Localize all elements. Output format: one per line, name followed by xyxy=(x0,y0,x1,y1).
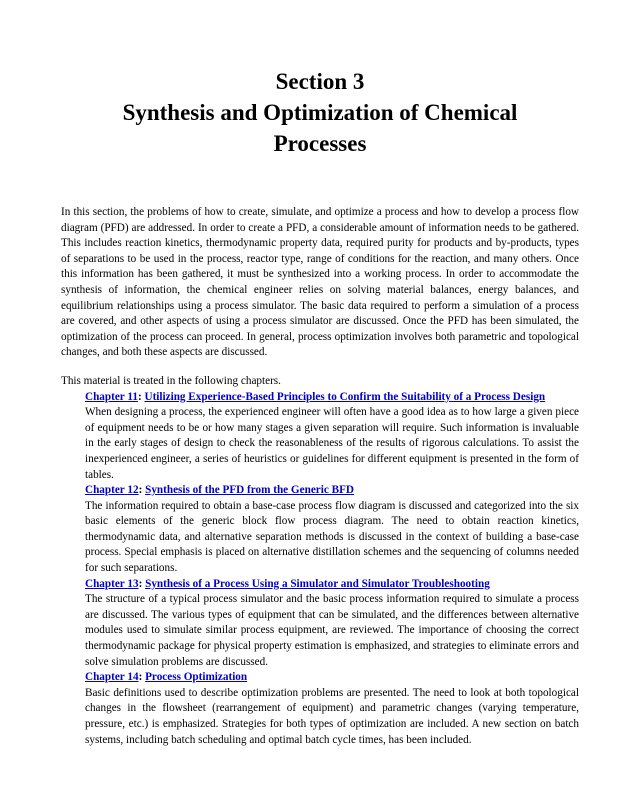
chapter-11-number: 11 xyxy=(127,390,138,403)
chapter-12-number: 12 xyxy=(127,484,139,497)
chapter-12-label: Chapter xyxy=(85,484,125,497)
chapter-14-description: Basic definitions used to describe optimization problems are presented. The need to look at both topological changes in the flowsheet (rearrangement of equipment) and parametric changes (varying temperature, pressure, etc.) is emphasized. Strategies for both types of optimization are included. A new section on batch systems, including batch scheduling and optimal batch cycle times, has been included. xyxy=(85,686,579,746)
chapter-14-colon: : xyxy=(138,671,143,684)
section-title-line-1: Section 3 xyxy=(275,69,365,94)
intro-paragraph: In this section, the problems of how to create, simulate, and optimize a process and how to develop a process flow diagram (PFD) are addressed. In order to create a PFD, a considerable amount of information needs to be gathered. This includes reaction kinetics, thermodynamic property data, required purity for products and by-products, types of separations to be used in the process, reactor type, range of conditions for the reaction, and many others. Once this information has been gathered, it must be synthesized into a working process. In order to accommodate the synthesis of information, the chemical engineer relies on solving material balances, energy balances, and equilibrium relationships using a process simulator. The basic data required to perform a simulation of a process are covered, and other aspects of using a process simulator are discussed. Once the PFD has been simulated, the optimization of the process can proceed. In general, process optimization involves both parametric and topological changes, and both these aspects are discussed. xyxy=(61,206,579,359)
chapter-12-label-link[interactable] xyxy=(85,484,139,496)
chapter-13-label: Chapter xyxy=(85,577,125,590)
chapter-11-label-link[interactable] xyxy=(85,391,138,403)
chapter-11-description: When designing a process, the experienced engineer will often have a good idea as to how large a given piece of equipment needs to be or how many stages a given separation will require. Such information is invaluable in the early stages of design to check the reasonableness of the results of rigorous calculations. To assist the inexperienced engineer, a series of heuristics or guidelines for different equipment is presented in the form of tables. xyxy=(85,406,579,481)
chapter-13-number: 13 xyxy=(127,577,139,590)
chapter-13-title-link[interactable]: Synthesis of a Process Using a Simulator and Simulator Troubleshooting xyxy=(145,577,490,590)
chapter-14-number: 14 xyxy=(127,671,139,684)
chapter-13-colon: : xyxy=(138,577,143,590)
chapter-11-label: Chapter xyxy=(85,390,125,403)
chapter-13-label-link[interactable] xyxy=(85,578,139,590)
chapter-12-description: The information required to obtain a base-case process flow diagram is discussed and categorized into the six basic elements of the generic block flow process diagram. The need to obtain reaction kinetics, thermodynamic data, and alternative separation methods is discussed in the context of building a base-case process. Special emphasis is placed on alternative distillation schemes and the sequencing of columns needed for such separations. xyxy=(85,499,579,575)
chapter-12-title-link[interactable]: Synthesis of the PFD from the Generic BFD xyxy=(145,484,355,497)
chapter-14-label-link[interactable] xyxy=(85,671,139,683)
chapter-13-heading xyxy=(85,577,579,593)
chapter-11-heading xyxy=(85,390,579,406)
chapter-12-colon: : xyxy=(138,484,143,497)
section-title-line-3: Processes xyxy=(273,131,367,156)
section-title xyxy=(61,66,579,159)
chapter-entry-11 xyxy=(85,390,579,484)
document-page xyxy=(61,66,579,748)
chapter-14-label: Chapter xyxy=(85,671,125,684)
chapter-list xyxy=(85,390,579,749)
chapter-12-heading xyxy=(85,483,579,499)
chapter-entry-13 xyxy=(85,577,579,671)
section-title-line-2: Synthesis and Optimization of Chemical xyxy=(122,100,518,125)
chapter-11-colon: : xyxy=(137,390,142,403)
chapter-entry-12 xyxy=(85,483,579,577)
chapter-14-title-link[interactable]: Process Optimization xyxy=(145,671,248,684)
chapter-11-title-link[interactable]: Utilizing Experience-Based Principles to Confirm the Suitability of a Process Design xyxy=(144,390,546,403)
chapter-14-heading xyxy=(85,670,579,686)
chapters-intro-text: This material is treated in the following chapters. xyxy=(61,374,281,387)
chapter-entry-14 xyxy=(85,670,579,748)
chapter-13-description: The structure of a typical process simulator and the basic process information required to simulate a process are discussed. The various types of equipment that can be simulated, and the differences between alternative modules used to simulate similar process equipment, are reviewed. The importance of choosing the correct thermodynamic package for physical property estimation is emphasized, and strategies to eliminate errors and solve simulation problems are discussed. xyxy=(85,593,579,668)
